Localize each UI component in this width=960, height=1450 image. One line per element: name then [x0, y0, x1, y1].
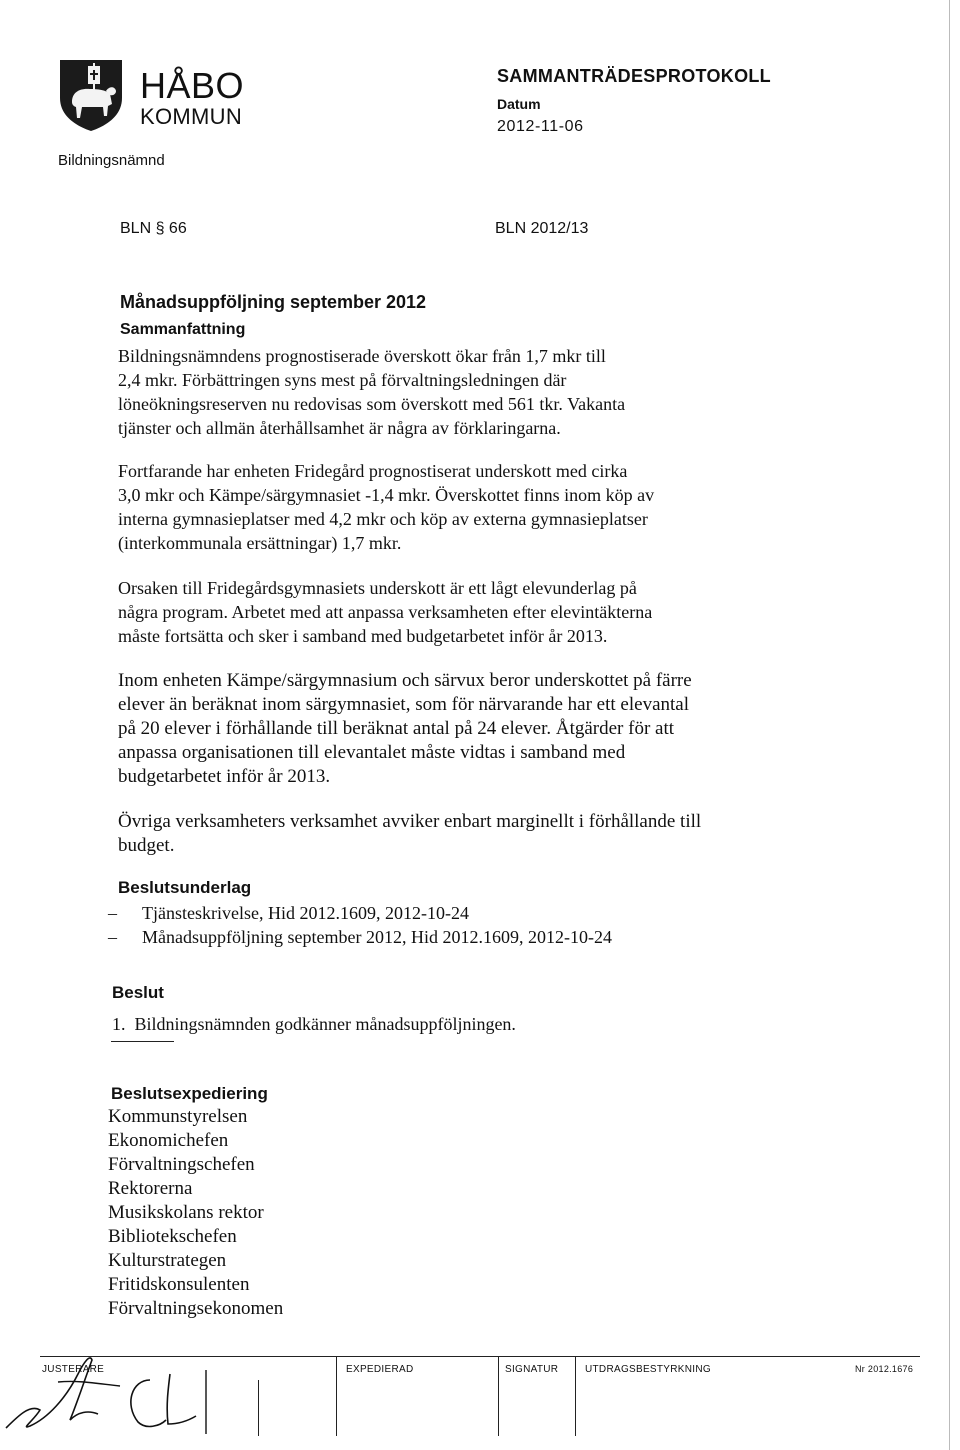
text-line: löneökningsreserven nu redovisas som överskott med 561 tkr. Vakanta — [118, 394, 626, 414]
text-line: (interkommunala ersättningar) 1,7 mkr. — [118, 533, 402, 553]
municipal-coat-of-arms-logo — [58, 58, 124, 132]
list-item-text: Tjänsteskrivelse, Hid 2012.1609, 2012-10-24 — [142, 903, 469, 923]
text-line: elever än beräknat inom särgymnasiet, som för närvarande har ett elevantal — [118, 694, 689, 715]
text-line: på 20 elever i förhållande till beräknat antal på 24 elever. Åtgärder för att — [118, 718, 675, 739]
text-line: några program. Arbetet med att anpassa verksamheten efter elevintäkterna — [118, 602, 653, 622]
date-label: Datum — [497, 96, 541, 112]
list-item: Förvaltningsekonomen — [108, 1298, 284, 1319]
basis-list — [108, 901, 612, 949]
summary-paragraph-3 — [118, 576, 758, 648]
text-line: Fortfarande har enheten Fridegård prognostiserat underskott med cirka — [118, 461, 628, 481]
footer-number: Nr 2012.1676 — [855, 1364, 914, 1374]
decision-heading: Beslut — [112, 983, 164, 1002]
municipality-name: HÅBO — [140, 65, 245, 106]
list-item — [108, 901, 612, 925]
text-line: budget. — [118, 835, 175, 856]
list-item-text: Månadsuppföljning september 2012, Hid 2012.1609, 2012-10-24 — [142, 927, 612, 947]
handwritten-signature — [0, 1340, 240, 1440]
dispatch-list — [108, 1105, 283, 1321]
list-item — [108, 925, 612, 949]
board-name: Bildningsnämnd — [58, 152, 165, 169]
footer-utdragsbestyrkning-label: UTDRAGSBESTYRKNING — [585, 1364, 711, 1375]
list-item: Kulturstrategen — [108, 1250, 227, 1271]
footer-divider — [498, 1356, 499, 1436]
footer-divider — [575, 1356, 576, 1436]
text-line: interna gymnasieplatser med 4,2 mkr och köp av externa gymnasieplatser — [118, 509, 648, 529]
list-item: Förvaltningschefen — [108, 1154, 255, 1175]
text-line: Bildningsnämndens prognostiserade överskott ökar från 1,7 mkr till — [118, 346, 606, 366]
text-line: 2,4 mkr. Förbättringen syns mest på förvaltningsledningen där — [118, 370, 567, 390]
text-line: 3,0 mkr och Kämpe/särgymnasiet -1,4 mkr. Överskottet finns inom köp av — [118, 485, 655, 505]
text-line: Övriga verksamheters verksamhet avviker enbart marginellt i förhållande till — [118, 811, 702, 832]
footer-divider — [336, 1356, 337, 1436]
text-line: anpassa organisationen till elevantalet måste vidtas i samband med — [118, 742, 626, 763]
paragraph-reference: BLN § 66 — [120, 220, 187, 237]
summary-paragraph-5 — [118, 810, 758, 858]
text-line: budgetarbetet inför år 2013. — [118, 766, 331, 787]
footer-signatur-label: SIGNATUR — [505, 1364, 559, 1375]
document-type: SAMMANTRÄDESPROTOKOLL — [497, 66, 771, 86]
list-item: Kommunstyrelsen — [108, 1106, 248, 1127]
list-item: Fritidskonsulenten — [108, 1274, 250, 1295]
dash-marker: – — [108, 927, 117, 947]
footer-justerare-label: JUSTERARE — [42, 1364, 105, 1375]
text-line: Inom enheten Kämpe/särgymnasium och särvux beror underskottet på färre — [118, 670, 692, 691]
date-value: 2012-11-06 — [497, 118, 584, 135]
summary-paragraph-1 — [118, 344, 758, 440]
list-item: Musikskolans rektor — [108, 1202, 264, 1223]
page-title: Månadsuppföljning september 2012 — [120, 292, 427, 312]
list-item: Bibliotekschefen — [108, 1226, 237, 1247]
case-number: BLN 2012/13 — [495, 220, 589, 237]
text-line: tjänster och allmän återhållsamhet är några av förklaringarna. — [118, 418, 561, 438]
dispatch-heading: Beslutsexpediering — [111, 1084, 268, 1103]
footer-expedierad-label: EXPEDIERAD — [346, 1364, 414, 1375]
dash-marker: – — [108, 903, 117, 923]
footer-divider — [258, 1380, 259, 1436]
decision-item: 1. Bildningsnämnden godkänner månadsuppföljningen. — [112, 1014, 516, 1034]
text-line: måste fortsätta och sker i samband med budgetarbetet inför år 2013. — [118, 626, 608, 646]
divider — [111, 1041, 174, 1042]
list-item: Ekonomichefen — [108, 1130, 229, 1151]
summary-paragraph-2 — [118, 459, 758, 555]
summary-paragraph-4 — [118, 669, 758, 789]
list-item: Rektorerna — [108, 1178, 193, 1199]
text-line: Orsaken till Fridegårdsgymnasiets underskott är ett lågt elevunderlag på — [118, 578, 637, 598]
basis-heading: Beslutsunderlag — [118, 878, 252, 897]
page-edge — [949, 0, 950, 1450]
municipality-subtitle: KOMMUN — [140, 104, 243, 129]
summary-heading: Sammanfattning — [120, 321, 246, 338]
